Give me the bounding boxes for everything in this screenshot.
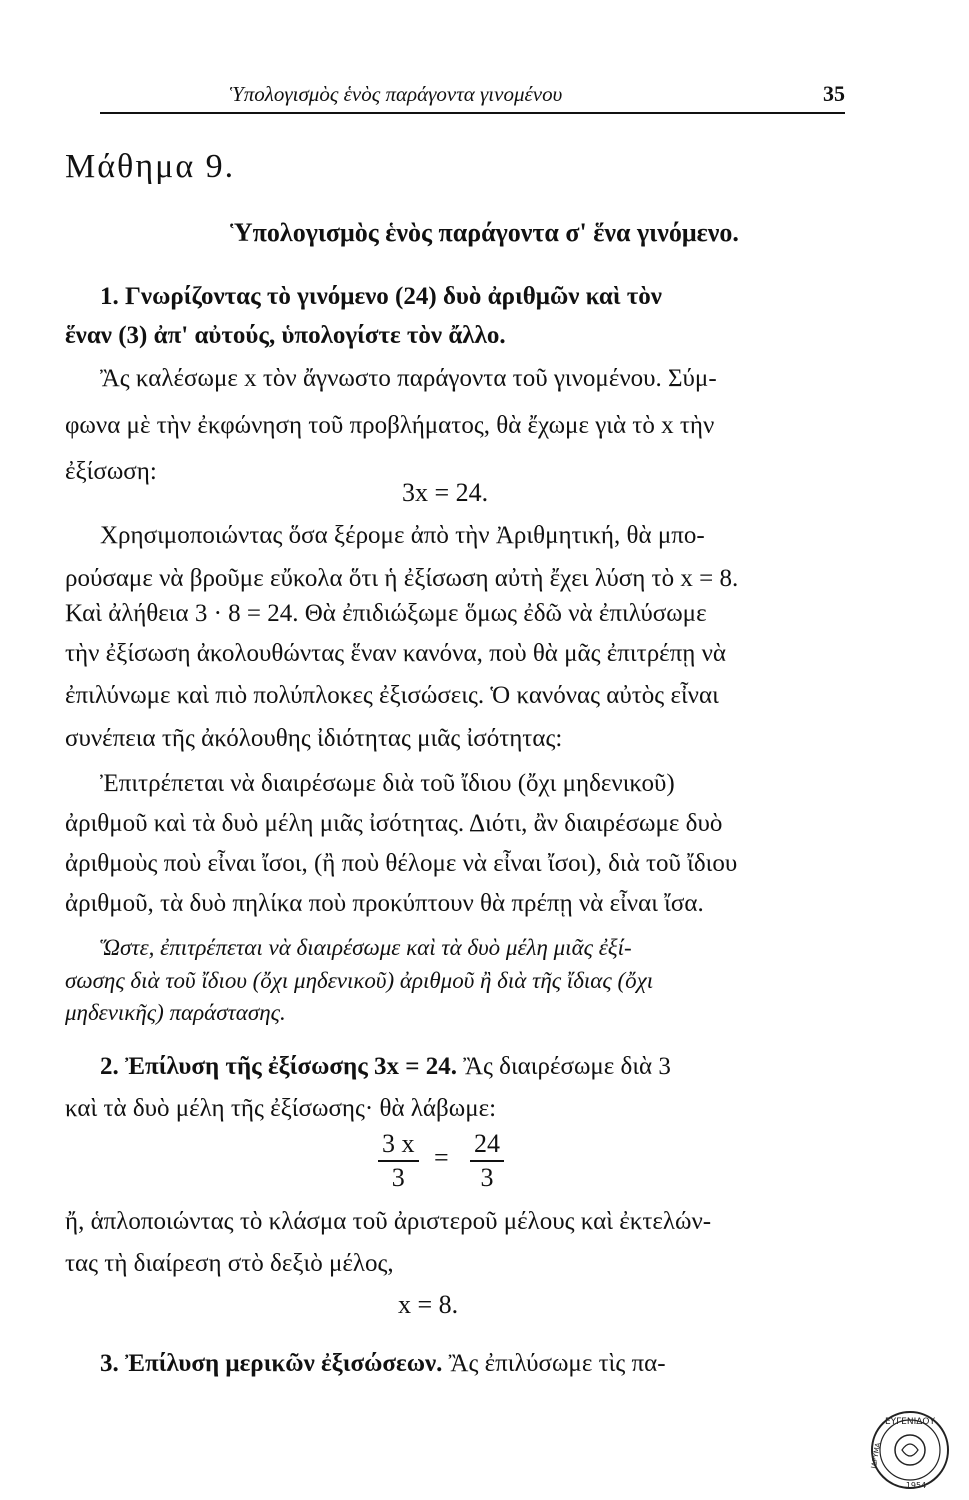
body2-line-6: συνέπεια τῆς ἀκόλουθης ἰδιότητας μιᾶς ἰσότητας:: [65, 725, 563, 752]
page-number: 35: [823, 81, 845, 106]
equation-x-8: x = 8.: [398, 1290, 459, 1319]
rule-line-2: σωσης διὰ τοῦ ἴδιου (ὄχι μηδενικοῦ) ἀριθμοῦ ἢ διὰ τῆς ἴδιας (ὄχι: [65, 968, 654, 993]
problem-1-line-1: 1. Γνωρίζοντας τὸ γινόμενο (24) δυὸ ἀριθμῶν καὶ τὸν: [100, 283, 662, 310]
fraction-left: [378, 1128, 419, 1194]
fraction-right-numerator: 24: [470, 1128, 504, 1162]
stamp-text-top: ΕΥΓΕΝΙΔΟΥ: [884, 1417, 936, 1427]
section-2-line-1-rest: Ἂς διαιρέσωμε διὰ 3: [456, 1053, 671, 1080]
body2-line-3: Καὶ ἀλήθεια 3 · 8 = 24. Θὰ ἐπιδιώξωμε ὅμως ἐδῶ νὰ ἐπιλύσωμε: [65, 600, 707, 627]
body2-line-4: τὴν ἐξίσωση ἀκολουθώντας ἕναν κανόνα, ποὺ θὰ μᾶς ἐπιτρέπῃ νὰ: [65, 640, 727, 667]
foundation-stamp: [864, 1408, 956, 1492]
fraction-right-denominator: 3: [480, 1163, 494, 1192]
running-title: Ὑπολογισμὸς ἑνὸς παράγοντα γινομένου: [230, 82, 563, 106]
body2-line-5: ἐπιλύνωμε καὶ πιὸ πολύπλοκες ἐξισώσεις. Ὁ κανόνας αὐτὸς εἶναι: [65, 682, 719, 709]
fraction-equals-sign: =: [434, 1143, 449, 1172]
seal-ring: [895, 1435, 925, 1465]
stamp-text-left: ΙΔΡΥΜΑ: [869, 1442, 883, 1470]
body3-line-1: Ἐπιτρέπεται νὰ διαιρέσωμε διὰ τοῦ ἴδιου (ὄχι μηδενικοῦ): [100, 770, 675, 797]
problem-1-line-2: ἕναν (3) ἀπ' αὐτούς, ὑπολογίστε τὸν ἄλλο.: [65, 322, 506, 349]
body1-line-1: Ἂς καλέσωμε x τὸν ἄγνωστο παράγοντα τοῦ γινομένου. Σύμ-: [100, 365, 717, 392]
fraction-left-denominator: 3: [391, 1163, 405, 1192]
body2-line-1: Χρησιμοποιώντας ὅσα ξέρομε ἀπὸ τὴν Ἀριθμητική, θὰ μπο-: [100, 522, 705, 549]
section-2-line-1: [100, 1053, 671, 1081]
section-title: Ὑπολογισμὸς ἑνὸς παράγοντα σ' ἕνα γινόμενο.: [230, 218, 739, 247]
body3-line-3: ἀριθμοὺς ποὺ εἶναι ἴσοι, (ἢ ποὺ θέλομε νὰ εἶναι ἴσοι), διὰ τοῦ ἴδιου: [65, 850, 738, 877]
lesson-title: Μάθημα 9.: [65, 148, 236, 185]
fraction-right: [470, 1128, 504, 1194]
section-2-heading: 2. Ἐπίλυση τῆς ἐξίσωσης 3x = 24.: [100, 1053, 457, 1080]
body4-line-1: ἤ, ἁπλοποιώντας τὸ κλάσμα τοῦ ἀριστεροῦ μέλους καὶ ἐκτελών-: [65, 1208, 712, 1235]
body3-line-2: ἀριθμοῦ καὶ τὰ δυὸ μέλη μιᾶς ἰσότητας. Διότι, ἂν διαιρέσωμε δυὸ: [65, 810, 723, 837]
body1-line-3: ἐξίσωση:: [65, 458, 157, 485]
rule-line-1: Ὥστε, ἐπιτρέπεται νὰ διαιρέσωμε καὶ τὰ δυὸ μέλη μιᾶς ἐξί-: [100, 935, 632, 960]
rule-line-3: μηδενικῆς) παράστασης.: [65, 1000, 286, 1025]
body4-line-2: τας τὴ διαίρεση στὸ δεξιὸ μέλος,: [65, 1250, 394, 1277]
running-header: [100, 78, 845, 114]
section-3-rest: Ἂς ἐπιλύσωμε τὶς πα-: [442, 1350, 666, 1377]
body3-line-4: ἀριθμοῦ, τὰ δυὸ πηλίκα ποὺ προκύπτουν θὰ πρέπῃ νὰ εἶναι ἴσα.: [65, 890, 704, 917]
body1-line-2: φωνα μὲ τὴν ἐκφώνηση τοῦ προβλήματος, θὰ ἔχωμε γιὰ τὸ x τὴν: [65, 412, 715, 439]
fraction-left-numerator: 3 x: [378, 1128, 419, 1162]
section-3-line: [100, 1350, 666, 1378]
stamp-year: 1954: [905, 1481, 927, 1490]
body2-line-2: ρούσαμε νὰ βροῦμε εὔκολα ὅτι ἡ ἐξίσωση αὐτὴ ἔχει λύση τὸ x = 8.: [65, 565, 739, 592]
section-3-heading: 3. Ἐπίλυση μερικῶν ἐξισώσεων.: [100, 1350, 443, 1377]
seal-emblem: [902, 1444, 918, 1456]
equation-3x-24: 3x = 24.: [402, 478, 489, 507]
section-2-line-2: καὶ τὰ δυὸ μέλη τῆς ἐξίσωσης· θὰ λάβωμε:: [65, 1095, 497, 1122]
